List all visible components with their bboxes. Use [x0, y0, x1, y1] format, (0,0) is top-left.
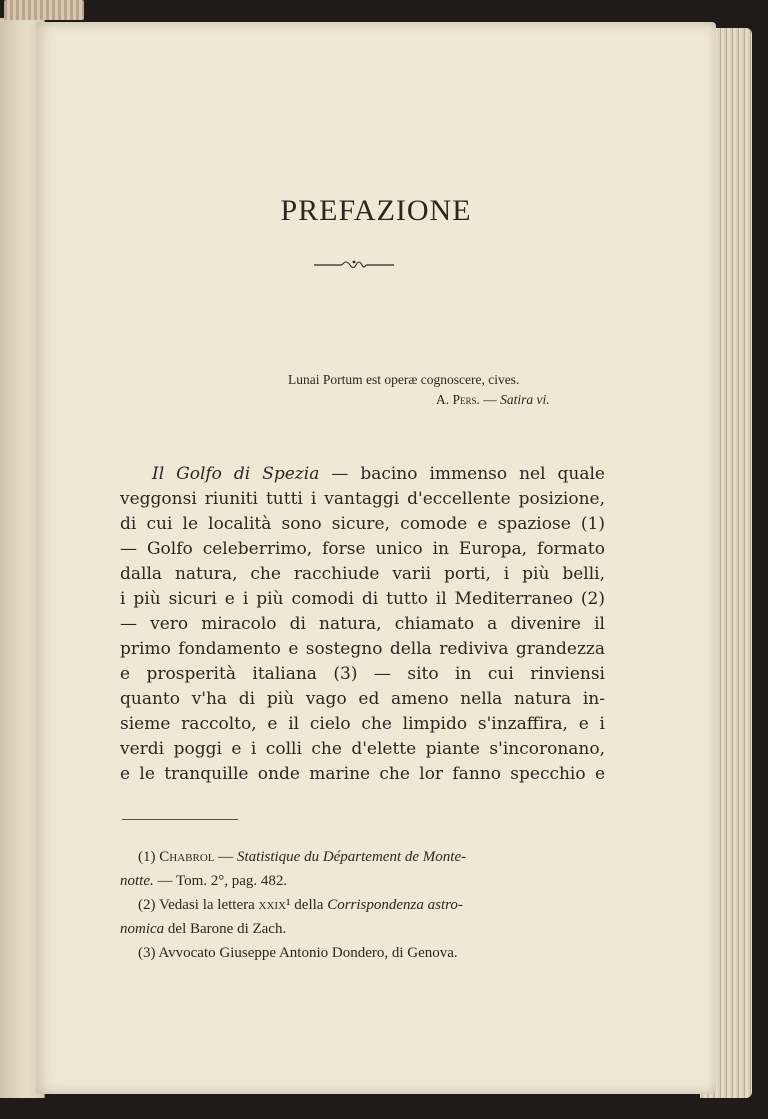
footnote-3: (3) Avvocato Giuseppe Antonio Dondero, di Genova. — [138, 945, 458, 961]
footnote-text: Vedasi la lettera — [158, 897, 255, 913]
footnote-2-cont — [120, 917, 607, 941]
footnote-1 — [120, 845, 607, 869]
epigraph-author: A. Pers. — [436, 392, 480, 407]
text-line: primo fondamento e sostegno della rediviva grandezza — [120, 639, 605, 659]
text-line: i più sicuri e i più comodi di tutto il Mediterraneo (2) — [120, 589, 605, 609]
text-line-rest: — bacino immenso nel quale — [319, 464, 605, 484]
epigraph-dash: — — [483, 392, 497, 407]
page-title: PREFAZIONE — [280, 194, 472, 227]
footnote-work-cont: nomica — [120, 921, 165, 937]
footnote-author: Chabrol — [159, 849, 215, 865]
footnote-text: della — [294, 897, 324, 913]
text-line: verdi poggi e i colli che d'elette piante s'incoronano, — [120, 739, 605, 759]
epigraph-attribution — [288, 390, 550, 410]
epigraph — [288, 370, 550, 410]
epigraph-quote: Lunai Portum est operæ cognoscere, cives. — [288, 372, 520, 387]
footnote-mark: (2) — [138, 897, 156, 913]
text-line: quanto v'ha di più vago ed ameno nella natura in- — [120, 689, 605, 709]
footnote-rule — [122, 819, 238, 820]
epigraph-work: Satira vi. — [500, 392, 550, 407]
text-line — [120, 462, 605, 487]
body-paragraph — [120, 462, 605, 787]
text-line-italic: Il Golfo di Spezia — [152, 464, 320, 484]
footnote-work: Statistique du Département de Monte- — [236, 849, 467, 865]
footnote-1-cont — [120, 869, 607, 893]
text-line: sieme raccolto, e il cielo che limpido s'inzaffira, e i — [120, 714, 605, 734]
footnote-work: Corrispondenza astro- — [327, 897, 463, 913]
text-line: veggonsi riuniti tutti i vantaggi d'eccellente posizione, — [120, 489, 605, 509]
footnote-mark: (1) — [138, 849, 156, 865]
text-line: — Golfo celeberrimo, forse unico in Europa, formato — [120, 539, 605, 559]
footnote-text: del Barone di Zach. — [167, 921, 287, 937]
bookmark-ribbon — [4, 0, 84, 20]
text-line: e le tranquille onde marine che lor fanno specchio e — [120, 764, 605, 784]
ornament-divider-icon — [312, 256, 396, 272]
book-page — [36, 22, 716, 1094]
footnotes — [120, 845, 607, 965]
text-line: — vero miracolo di natura, chiamato a divenire il — [120, 614, 605, 634]
footnote-letter-number: xxix¹ — [258, 897, 291, 913]
text-line: e prosperità italiana (3) — sito in cui rinviensi — [120, 664, 605, 684]
footnote-work-cont: notte. — [120, 873, 154, 889]
footnote-ref: — Tom. 2°, pag. 482. — [157, 873, 288, 889]
footnote-dash: — — [218, 849, 234, 865]
footnote-2 — [120, 893, 607, 917]
text-line: dalla natura, che racchiude varii porti, i più belli, — [120, 564, 605, 584]
text-line: di cui le località sono sicure, comode e spaziose (1) — [120, 514, 605, 534]
